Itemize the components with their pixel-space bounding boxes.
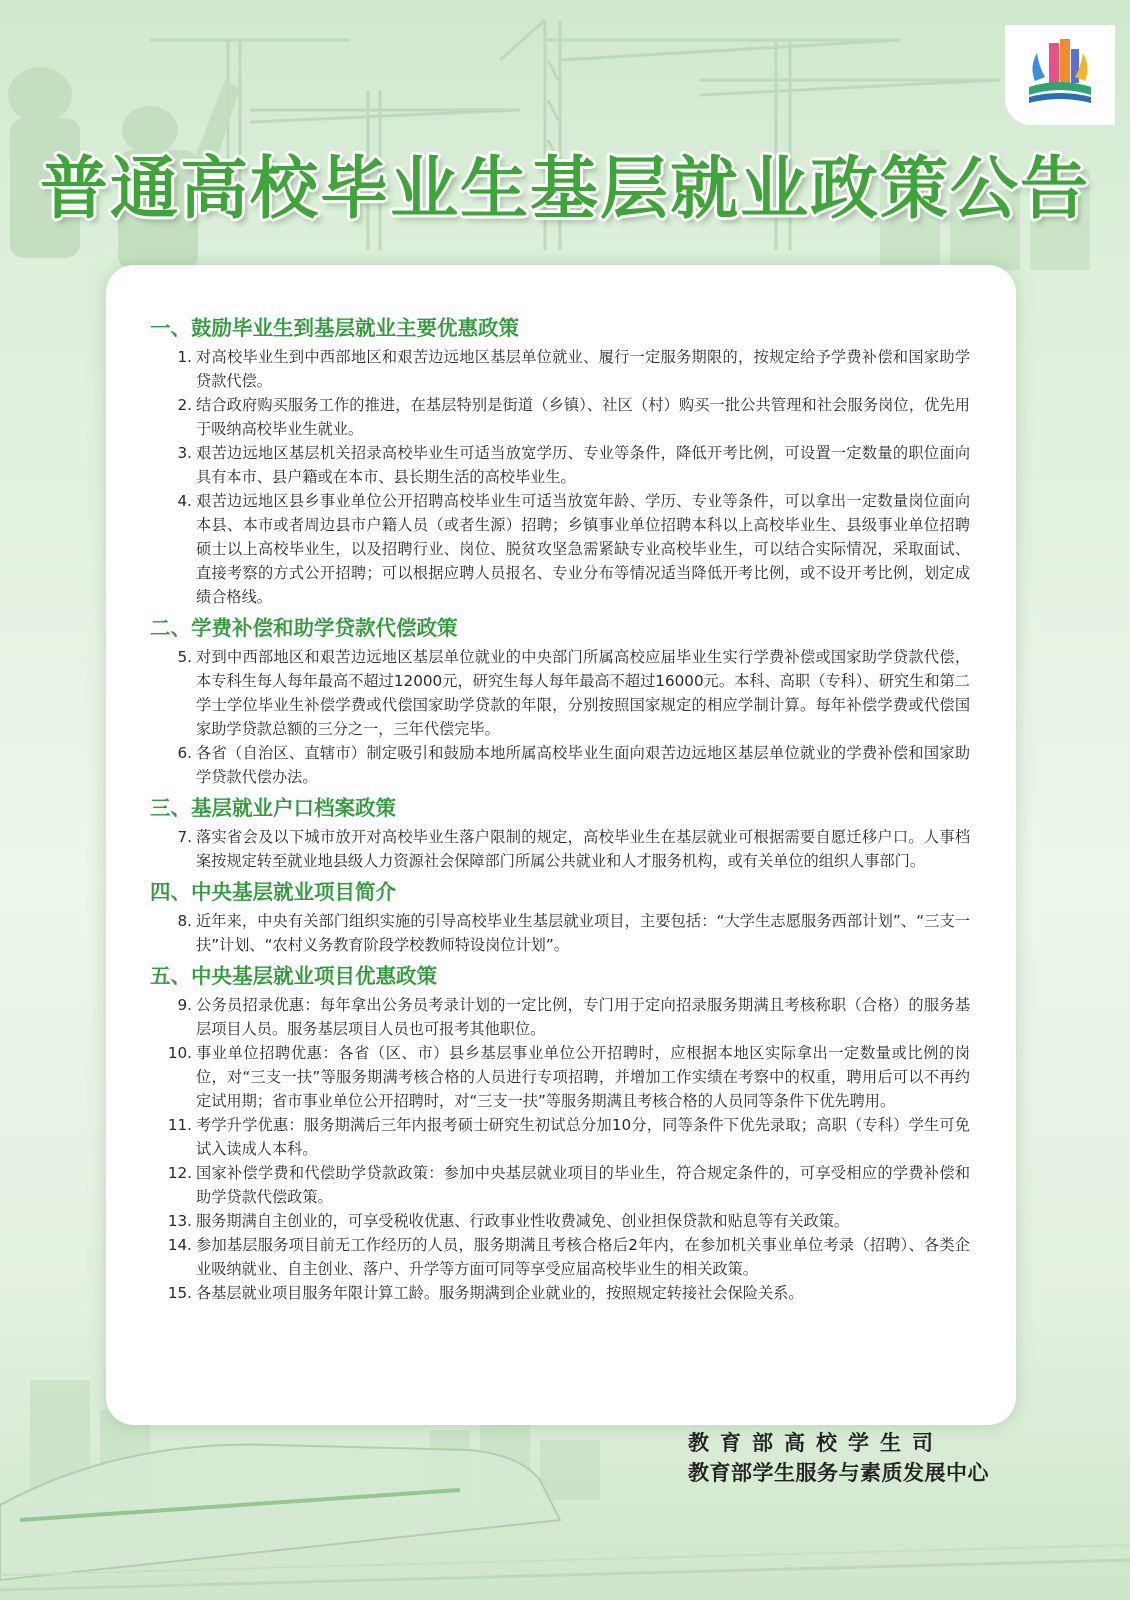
item-text: 考学升学优惠：服务期满后三年内报考硕士研究生初试总分加10分，同等条件下优先录取；高职（专科）学生可免试入读成人本科。 [196, 1116, 970, 1158]
footer-org-1: 教育部高校学生司 [688, 1431, 944, 1455]
policy-item [150, 345, 970, 393]
policy-section [150, 613, 970, 789]
page-title: 普通高校毕业生基层就业政策公告 [39, 150, 1090, 229]
item-number: 11. [167, 1116, 192, 1134]
policy-section [150, 877, 970, 957]
policy-item [150, 909, 970, 957]
policy-item [150, 1209, 970, 1233]
section-title: 二、学费补偿和助学贷款代偿政策 [150, 616, 458, 640]
item-text: 落实省会及以下城市放开对高校毕业生落户限制的规定，高校毕业生在基层就业可根据需要自愿迁移户口。人事档案按规定转至就业地县级人力资源社会保障部门所属公共就业和人才服务机构，或有关单位的组织人事部门。 [196, 828, 970, 870]
policy-section [150, 313, 970, 609]
policy-item [150, 645, 970, 741]
policy-item [150, 825, 970, 873]
footer-signature [688, 1428, 1018, 1488]
item-text: 各省（自治区、直辖市）制定吸引和鼓励本地所属高校毕业生面向艰苦边远地区基层单位就业的学费补偿和国家助学贷款代偿办法。 [196, 744, 970, 786]
section-title: 三、基层就业户口档案政策 [150, 796, 396, 820]
item-number: 12. [167, 1164, 192, 1182]
city-buildings-logo-icon [1025, 37, 1095, 107]
footer-org-2: 教育部学生服务与素质发展中心 [688, 1461, 989, 1485]
item-text: 事业单位招聘优惠：各省（区、市）县乡基层事业单位公开招聘时，应根据本地区实际拿出一定数量或比例的岗位，对“三支一扶”等服务期满考核合格的人员进行专项招聘，并增加工作实绩在考察中的权重，聘用后可以不再约定试用期；省市事业单位公开招聘时，对“三支一扶”等服务期满且考核合格的人员同等条件下优先聘用。 [196, 1044, 970, 1110]
policy-section [150, 961, 970, 1305]
section-title: 四、中央基层就业项目简介 [150, 880, 396, 904]
policy-item [150, 1161, 970, 1209]
item-text: 参加基层服务项目前无工作经历的人员，服务期满且考核合格后2年内，在参加机关事业单位考录（招聘）、各类企业吸纳就业、自主创业、落户、升学等方面可同等享受应届高校毕业生的相关政策。 [196, 1236, 970, 1278]
policy-item [150, 1281, 970, 1305]
policy-item [150, 489, 970, 609]
item-number: 10. [167, 1044, 192, 1062]
policy-item [150, 1041, 970, 1113]
item-number: 2. [177, 396, 192, 414]
item-number: 7. [177, 828, 192, 846]
item-text: 公务员招录优惠：每年拿出公务员考录计划的一定比例，专门用于定向招录服务期满且考核称职（合格）的服务基层项目人员。服务基层项目人员也可报考其他职位。 [196, 996, 970, 1038]
item-text: 服务期满自主创业的，可享受税收优惠、行政事业性收费减免、创业担保贷款和贴息等有关政策。 [196, 1212, 850, 1230]
item-text: 对到中西部地区和艰苦边远地区基层单位就业的中央部门所属高校应届毕业生实行学费补偿或国家助学贷款代偿，本专科生每人每年最高不超过12000元，研究生每人每年最高不超过16000元。本科、高职（专科）、研究生和第二学士学位毕业生补偿学费或代偿国家助学贷款的年限，分别按照国家规定的相应学制计算。每年补偿学费或代偿国家助学贷款总额的三分之一，三年代偿完毕。 [196, 648, 970, 738]
item-text: 对高校毕业生到中西部地区和艰苦边远地区基层单位就业、履行一定服务期限的，按规定给予学费补偿和国家助学贷款代偿。 [196, 348, 970, 390]
section-title: 一、鼓励毕业生到基层就业主要优惠政策 [150, 316, 519, 340]
item-number: 6. [177, 744, 192, 762]
policy-content [150, 313, 970, 1309]
section-title: 五、中央基层就业项目优惠政策 [150, 964, 437, 988]
policy-item [150, 741, 970, 789]
item-text: 近年来，中央有关部门组织实施的引导高校毕业生基层就业项目，主要包括：“大学生志愿服务西部计划”、“三支一扶”计划、“农村义务教育阶段学校教师特设岗位计划”。 [196, 912, 970, 954]
policy-item [150, 441, 970, 489]
item-number: 9. [177, 996, 192, 1014]
item-number: 3. [177, 444, 192, 462]
policy-item [150, 993, 970, 1041]
item-number: 5. [177, 648, 192, 666]
item-number: 14. [167, 1236, 192, 1254]
logo-badge [1005, 25, 1115, 125]
item-text: 各基层就业项目服务年限计算工龄。服务期满到企业就业的，按照规定转接社会保险关系。 [196, 1284, 804, 1302]
item-text: 国家补偿学费和代偿助学贷款政策：参加中央基层就业项目的毕业生，符合规定条件的，可享受相应的学费补偿和助学贷款代偿政策。 [196, 1164, 970, 1206]
item-number: 1. [177, 348, 192, 366]
item-number: 8. [177, 912, 192, 930]
item-text: 结合政府购买服务工作的推进，在基层特别是街道（乡镇）、社区（村）购买一批公共管理和社会服务岗位，优先用于吸纳高校毕业生就业。 [196, 396, 970, 438]
item-text: 艰苦边远地区基层机关招录高校毕业生可适当放宽学历、专业等条件，降低开考比例，可设置一定数量的职位面向具有本市、县户籍或在本市、县长期生活的高校毕业生。 [196, 444, 970, 486]
policy-item [150, 1113, 970, 1161]
item-number: 4. [177, 492, 192, 510]
item-number: 15. [167, 1284, 192, 1302]
item-number: 13. [167, 1212, 192, 1230]
item-text: 艰苦边远地区县乡事业单位公开招聘高校毕业生可适当放宽年龄、学历、专业等条件，可以拿出一定数量岗位面向本县、本市或者周边县市户籍人员（或者生源）招聘；乡镇事业单位招聘本科以上高校毕业生、县级事业单位招聘硕士以上高校毕业生，以及招聘行业、岗位、脱贫攻坚急需紧缺专业高校毕业生，可以结合实际情况，采取面试、直接考察的方式公开招聘；可以根据应聘人员报名、专业分布等情况适当降低开考比例，或不设开考比例，划定成绩合格线。 [196, 492, 970, 606]
policy-section [150, 793, 970, 873]
policy-item [150, 1233, 970, 1281]
policy-item [150, 393, 970, 441]
